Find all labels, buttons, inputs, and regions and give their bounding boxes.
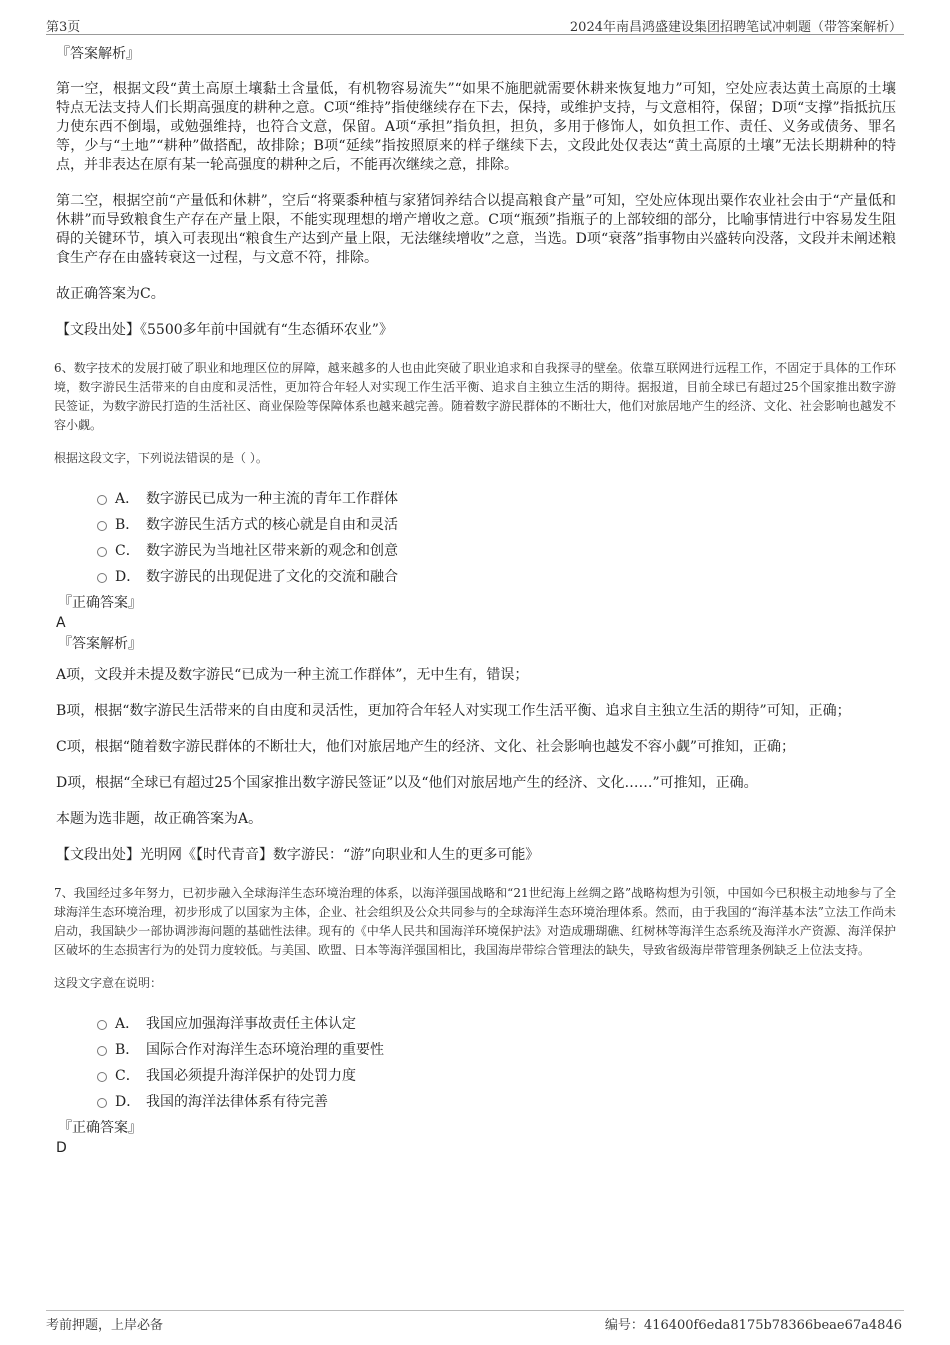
q5-source: 【文段出处】《5500多年前中国就有“生态循环农业”》	[56, 322, 393, 338]
option-letter: A．	[115, 1016, 140, 1032]
option-a[interactable]	[54, 489, 896, 515]
q5-analysis-paragraph-1: 第一空，根据文段“黄土高原土壤黏土含量低，有机物容易流失”“如果不施肥就需要休耕来恢复地力”可知，空处应表达黄土高原的土壤特点无法支持人们长期高强度的耕种之意。C项“维持”指使继续存在下去，保持，或维护支持，与文意相符，保留；D项“支撑”指抵抗压力使东西不倒塌，或勉强维持，也符合文意，保留。A项“承担”指负担，担负，多用于修饰人，如负担工作、责任、义务或债务、罪名等，少与“土地”“耕种”做搭配，故排除；B项“延续”指按照原来的样子继续下去，文段此处仅表达“黄土高原的土壤”无法长期耕种的特点，并非表达在原有某一轮高强度的耕种之后，不能再次继续之意，排除。	[56, 81, 896, 173]
question-6-text: 6、数字技术的发展打破了职业和地理区位的屏障，越来越多的人也由此突破了职业追求和自我探寻的壁垒。依靠互联网进行远程工作，不固定于具体的工作环境，数字游民生活带来的自由度和灵活性，更加符合年轻人对实现工作生活平衡、追求自主独立生活的期待。据报道，目前全球已有超过25个国家推出数字游民签证，为数字游民打造的生活社区、商业保险等保障体系也越来越完善。随着数字游民群体的不断壮大，他们对旅居地产生的经济、文化、社会影响也越发不容小觑。	[54, 361, 896, 432]
option-b[interactable]	[54, 515, 896, 541]
option-letter: B．	[115, 517, 140, 533]
q6-analysis-b: B项，根据“数字游民生活带来的自由度和灵活性，更加符合年轻人对实现工作生活平衡、追求自主独立生活的期待”可知，正确；	[56, 703, 851, 719]
question-7-options	[54, 1014, 896, 1118]
radio-button-icon[interactable]	[97, 1098, 107, 1108]
page-content	[54, 44, 896, 1159]
page-header	[46, 14, 904, 35]
option-text: 数字游民已成为一种主流的青年工作群体	[146, 491, 398, 507]
option-c[interactable]	[54, 541, 896, 567]
q6-analysis-d: D项，根据“全球已有超过25个国家推出数字游民签证”以及“他们对旅居地产生的经济、文化……”可推知，正确。	[56, 775, 758, 791]
option-text: 国际合作对海洋生态环境治理的重要性	[146, 1042, 384, 1058]
question-7-prompt: 这段文字意在说明：	[54, 976, 163, 990]
question-6-options	[54, 489, 896, 593]
radio-button-icon[interactable]	[97, 547, 107, 557]
option-text: 我国必须提升海洋保护的处罚力度	[146, 1068, 356, 1084]
question-7-text: 7、我国经过多年努力，已初步融入全球海洋生态环境治理的体系，以海洋强国战略和“21世纪海上丝绸之路”战略构想为引领，中国如今已积极主动地参与了全球海洋生态环境治理，初步形成了以国家为主体，企业、社会组织及公众共同参与的全球海洋生态环境治理体系。然而，由于我国的“海洋基本法”立法工作尚未启动，我国缺少一部协调涉海问题的基础性法律。现有的《中华人民共和国海洋环境保护法》对造成珊瑚礁、红树林等海洋生态系统及海洋水产资源、海洋保护区破坏的生态损害行为的处罚力度较低。与美国、欧盟、日本等海洋强国相比，我国海岸带综合管理法的缺失，导致省级海岸带管理条例缺乏上位法支持。	[54, 886, 896, 957]
q5-analysis-paragraph-2: 第二空，根据空前“产量低和休耕”，空后“将粟黍种植与家猪饲养结合以提高粮食产量”可知，空处应体现出粟作农业社会由于“产量低和休耕”而导致粮食生产存在产量上限，不能实现理想的增产增收之意。C项“瓶颈”指瓶子的上部较细的部分，比喻事情进行中容易发生阻碍的关键环节，填入可表现出“粮食生产达到产量上限，无法继续增收”之意，当选。D项“衰落”指事物由兴盛转向没落，文段并未阐述粮食生产存在由盛转衰这一过程，与文意不符，排除。	[56, 193, 896, 266]
q7-answer-label: 『正确答案』	[58, 1120, 142, 1136]
radio-button-icon[interactable]	[97, 521, 107, 531]
option-letter: D．	[115, 569, 141, 585]
radio-button-icon[interactable]	[97, 1020, 107, 1030]
question-6-prompt: 根据这段文字，下列说法错误的是（ ）。	[54, 451, 268, 465]
page-footer	[46, 1314, 904, 1334]
document-title: 2024年南昌鸿盛建设集团招聘笔试冲刺题（带答案解析）	[569, 20, 902, 35]
option-letter: B．	[115, 1042, 140, 1058]
option-letter: A．	[115, 491, 140, 507]
footer-slogan: 考前押题，上岸必备	[46, 1318, 164, 1333]
option-letter: C．	[115, 543, 140, 559]
document-code: 编号：416400f6eda8175b78366beae67a4846	[604, 1318, 902, 1333]
q6-source: 【文段出处】光明网《【时代青音】数字游民：“游”向职业和人生的更多可能》	[56, 847, 540, 863]
radio-button-icon[interactable]	[97, 495, 107, 505]
page-number: 第3页	[46, 20, 81, 35]
q5-answer-statement: 故正确答案为C。	[56, 286, 165, 302]
option-letter: D．	[115, 1094, 141, 1110]
radio-button-icon[interactable]	[97, 573, 107, 583]
footer-divider	[46, 1310, 904, 1311]
q6-answer-statement: 本题为选非题，故正确答案为A。	[56, 811, 263, 827]
q6-answer-label: 『正确答案』	[58, 595, 142, 611]
radio-button-icon[interactable]	[97, 1072, 107, 1082]
q5-analysis-label: 『答案解析』	[56, 46, 140, 62]
option-c[interactable]	[54, 1066, 896, 1092]
option-letter: C．	[115, 1068, 140, 1084]
option-d[interactable]	[54, 567, 896, 593]
option-a[interactable]	[54, 1014, 896, 1040]
option-text: 我国的海洋法律体系有待完善	[146, 1094, 328, 1110]
option-d[interactable]	[54, 1092, 896, 1118]
option-text: 数字游民为当地社区带来新的观念和创意	[146, 543, 398, 559]
q7-answer: D	[56, 1140, 67, 1156]
q6-answer: A	[56, 615, 66, 631]
option-text: 数字游民的出现促进了文化的交流和融合	[146, 569, 398, 585]
option-text: 我国应加强海洋事故责任主体认定	[146, 1016, 356, 1032]
q6-analysis-a: A项，文段并未提及数字游民“已成为一种主流工作群体”，无中生有，错误；	[56, 667, 529, 683]
radio-button-icon[interactable]	[97, 1046, 107, 1056]
q6-analysis-label: 『答案解析』	[58, 636, 142, 652]
option-text: 数字游民生活方式的核心就是自由和灵活	[146, 517, 398, 533]
q6-analysis-c: C项，根据“随着数字游民群体的不断壮大，他们对旅居地产生的经济、文化、社会影响也越发不容小觑”可推知，正确；	[56, 739, 796, 755]
option-b[interactable]	[54, 1040, 896, 1066]
